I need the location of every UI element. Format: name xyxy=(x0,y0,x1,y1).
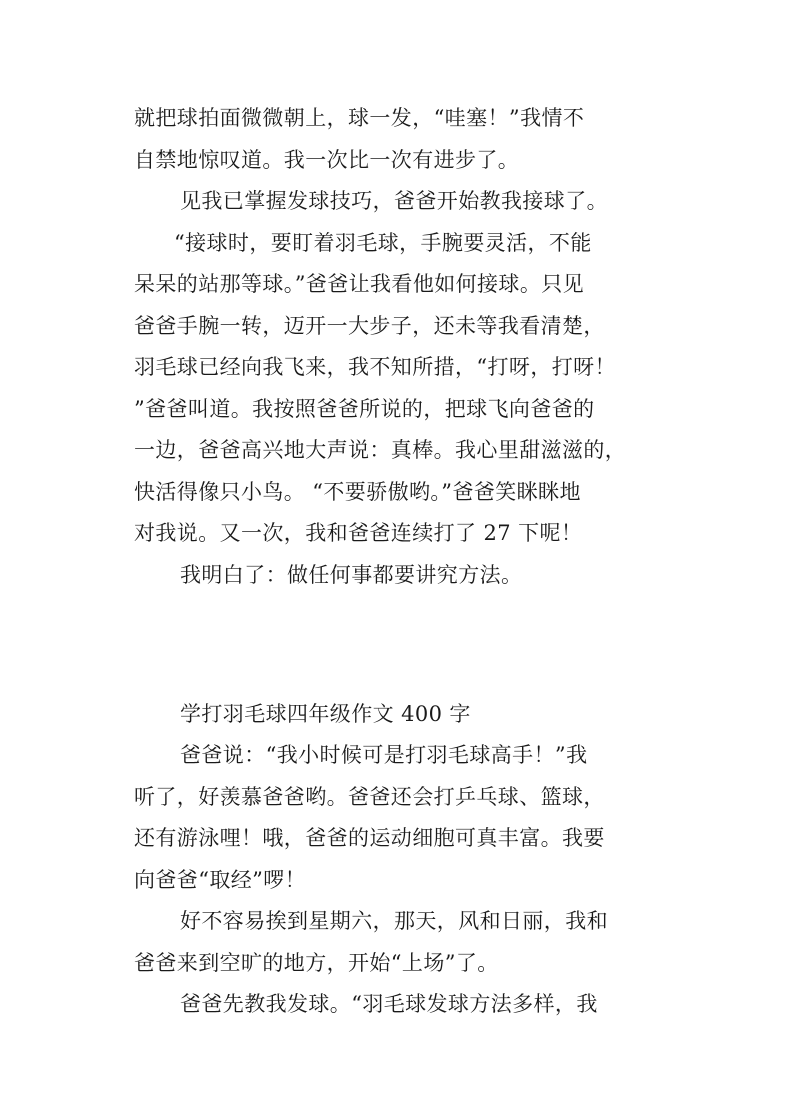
text-line: 爸爸手腕一转，迈开一大步子，还未等我看清楚， xyxy=(134,314,605,338)
text-line: 呆呆的站那等球。”爸爸让我看他如何接球。只见 xyxy=(134,272,585,296)
text-line: 爸爸说：“我小时候可是打羽毛球高手！”我 xyxy=(180,743,588,767)
text-line: 羽毛球已经向我飞来，我不知所措，“打呀，打呀！ xyxy=(134,355,616,379)
text-line: ”爸爸叫道。我按照爸爸所说的，把球飞向爸爸的 xyxy=(134,397,595,421)
text-line: 爸爸来到空旷的地方，开始“上场”了。 xyxy=(134,951,499,975)
text-line: 快活得像只小鸟。 “不要骄傲哟。”爸爸笑眯眯地 xyxy=(134,480,581,504)
text-line: “接球时，要盯着羽毛球，手腕要灵活，不能 xyxy=(174,231,592,255)
article-title: 学打羽毛球四年级作文 400 字 xyxy=(180,702,471,726)
text-line: 爸爸先教我发球。“羽毛球发球方法多样，我 xyxy=(180,992,598,1016)
text-line: 对我说。又一次，我和爸爸连续打了 27 下呢！ xyxy=(134,521,583,545)
text-line: 听了，好羡慕爸爸哟。爸爸还会打乒乓球、篮球， xyxy=(134,785,605,809)
text-line: 自禁地惊叹道。我一次比一次有进步了。 xyxy=(134,148,520,172)
text-line: 一边，爸爸高兴地大声说：真棒。我心里甜滋滋的， xyxy=(134,438,627,462)
text-line: 好不容易挨到星期六，那天，风和日丽，我和 xyxy=(180,909,608,933)
text-line: 就把球拍面微微朝上，球一发，“哇塞！”我情不 xyxy=(134,106,585,130)
text-line: 见我已掌握发球技巧，爸爸开始教我接球了。 xyxy=(180,189,608,213)
text-line: 我明白了：做任何事都要讲究方法。 xyxy=(180,563,523,587)
text-line: 向爸爸“取经”啰！ xyxy=(134,868,307,892)
text-line: 还有游泳哩！哦，爸爸的运动细胞可真丰富。我要 xyxy=(134,826,605,850)
